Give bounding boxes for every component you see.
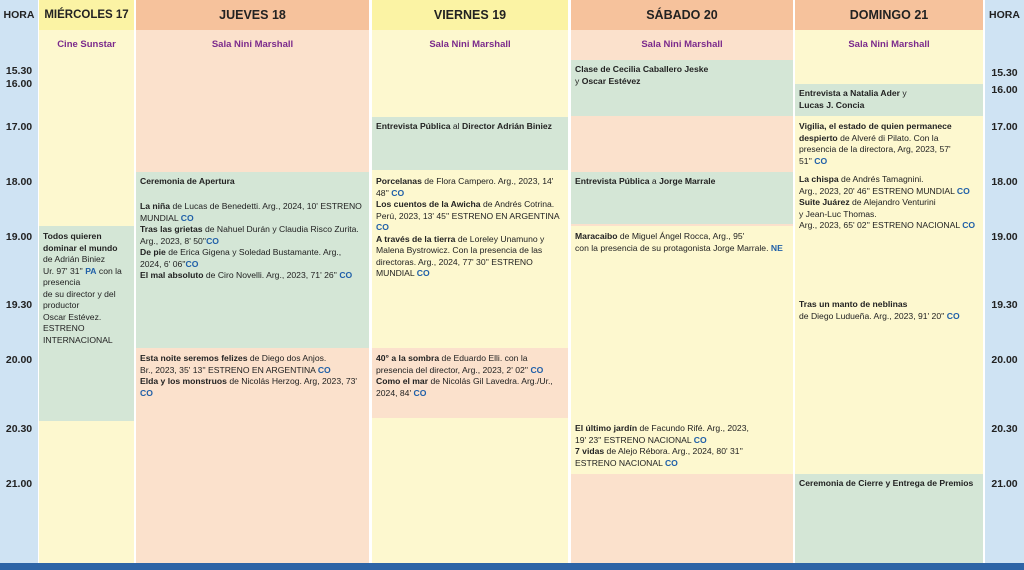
day-header-sunday: DOMINGO 21: [849, 8, 929, 22]
time-1530-right: 15.30: [991, 67, 1018, 79]
day-header-thursday: JUEVES 18: [219, 8, 286, 22]
venue-friday: Sala Nini Marshall: [429, 38, 511, 50]
day-column-sunday: [795, 0, 983, 564]
day-column-friday: [372, 0, 568, 564]
time-1900-right: 19.00: [991, 231, 1018, 243]
hora-header-left: HORA: [3, 9, 35, 21]
event-clase-caballero: Clase de Cecilia Caballero Jeske y Oscar Estévez: [575, 64, 709, 86]
time-1800: 18.00: [5, 176, 33, 188]
event-tras-un-manto: Tras un manto de neblinas de Diego Ludueña. Arg., 2023, 91' 20'' CO: [799, 299, 960, 321]
event-ceremonia-apertura: Ceremonia de Apertura: [140, 176, 235, 186]
event-ultimo-jardin: El último jardín de Facundo Rifé. Arg., 2023, 19' 23'' ESTRENO NACIONAL CO 7 vidas de Alejo Rébora. Arg., 2024, 80' 31'' ESTRENO NACIONAL CO: [575, 423, 749, 468]
day-header-saturday: SÁBADO 20: [646, 8, 718, 22]
time-1930-right: 19.30: [991, 299, 1018, 311]
time-2100: 21.00: [5, 478, 33, 490]
event-entrevista-biniez: Entrevista Pública al Director Adrián Biniez: [376, 121, 552, 131]
event-porcelanas: Porcelanas de Flora Campero. Arg., 2023, 14' 48'' CO Los cuentos de la Awicha de Andrés Cotrina. Perú, 2023, 13' 45'' ESTRENO EN ARGENTINA CO A través de la tierra de Loreley Unamuno y Malena Bystrowicz. Con la presencia de las directoras. Arg., 2024, 77' 30'' ESTRENO MUNDIAL CO: [376, 176, 560, 278]
event-vigilia: Vigilia, el estado de quien permanece despierto de Alveré di Pilato. Con la presencia de la directora, Arg, 2023, 57' 51'' CO: [799, 121, 952, 166]
day-header-wednesday: MIÉRCOLES 17: [44, 9, 129, 21]
day-header-friday: VIERNES 19: [433, 8, 507, 22]
event-esta-noite: Esta noite seremos felizes de Diego dos Anjos. Br., 2023, 35' 13'' ESTRENO EN ARGENTINA CO Elda y los monstruos de Nicolás Herzog. Arg, 2023, 73' CO: [140, 353, 358, 398]
time-1930: 19.30: [5, 299, 33, 311]
hora-column-right: [985, 0, 1024, 564]
time-2000: 20.00: [5, 354, 33, 366]
day-column-thursday: [136, 0, 369, 564]
event-la-nina: La niña de Lucas de Benedetti. Arg., 2024, 10' ESTRENO MUNDIAL CO Tras las grietas de Nahuel Durán y Claudia Risco Zurita. Arg., 2023, 8' 50''CO De pie de Erica Gigena y Soledad Bustamante. Arg., 2024, 6' 06''CO El mal absoluto de Ciro Novelli. Arg., 2023, 71' 26'' CO: [140, 201, 362, 280]
venue-saturday: Sala Nini Marshall: [641, 38, 723, 50]
time-2100-right: 21.00: [991, 478, 1018, 490]
time-2000-right: 20.00: [991, 354, 1018, 366]
hora-column-left: [0, 0, 38, 564]
day-column-wednesday: [39, 0, 134, 564]
event-40-a-la-sombra: 40° a la sombra de Eduardo Elli. con la presencia del director, Arg., 2023, 2' 02'' CO Como el mar de Nicolás Gil Lavedra. Arg./Ur., 2024, 84' CO: [376, 353, 553, 398]
time-1800-right: 18.00: [991, 176, 1018, 188]
day-column-saturday: [571, 0, 793, 564]
venue-thursday: Sala Nini Marshall: [211, 38, 294, 50]
event-la-chispa: La chispa de Andrés Tamagnini. Arg., 2023, 20' 46'' ESTRENO MUNDIAL CO Suite Juárez de Alejandro Venturini y Jean-Luc Thomas. Arg., 2023, 65' 02'' ESTRENO NACIONAL CO: [799, 174, 976, 230]
event-maracaibo: Maracaibo de Miguel Ángel Rocca, Arg., 95' con la presencia de su protagonista Jorge Marrale. NE: [575, 231, 783, 253]
time-2030-right: 20.30: [991, 423, 1018, 435]
hora-header-right: HORA: [989, 9, 1020, 21]
event-todos-quieren: Todos quieren dominar el mundo de Adrián Biniez Ur. 97' 31'' PA con la presencia de su director y del productor Oscar Estévez. ESTRENO INTERNACIONAL: [43, 231, 122, 345]
time-1700-right: 17.00: [991, 121, 1018, 133]
time-1700: 17.00: [5, 121, 33, 133]
event-entrevista-marrale: Entrevista Pública a Jorge Marrale: [575, 176, 716, 186]
event-ceremonia-cierre: Ceremonia de Cierre y Entrega de Premios: [799, 478, 974, 488]
time-1900: 19.00: [5, 231, 33, 243]
bottom-bar: [0, 563, 1024, 570]
time-2030: 20.30: [5, 423, 33, 435]
time-1600-right: 16.00: [991, 84, 1018, 96]
event-entrevista-ader: Entrevista a Natalia Ader y Lucas J. Concia: [799, 88, 907, 110]
time-1530: 15.30: [5, 65, 33, 77]
venue-wednesday: Cine Sunstar: [57, 38, 116, 50]
venue-sunday: Sala Nini Marshall: [848, 38, 930, 50]
time-1600: 16.00: [5, 78, 33, 90]
